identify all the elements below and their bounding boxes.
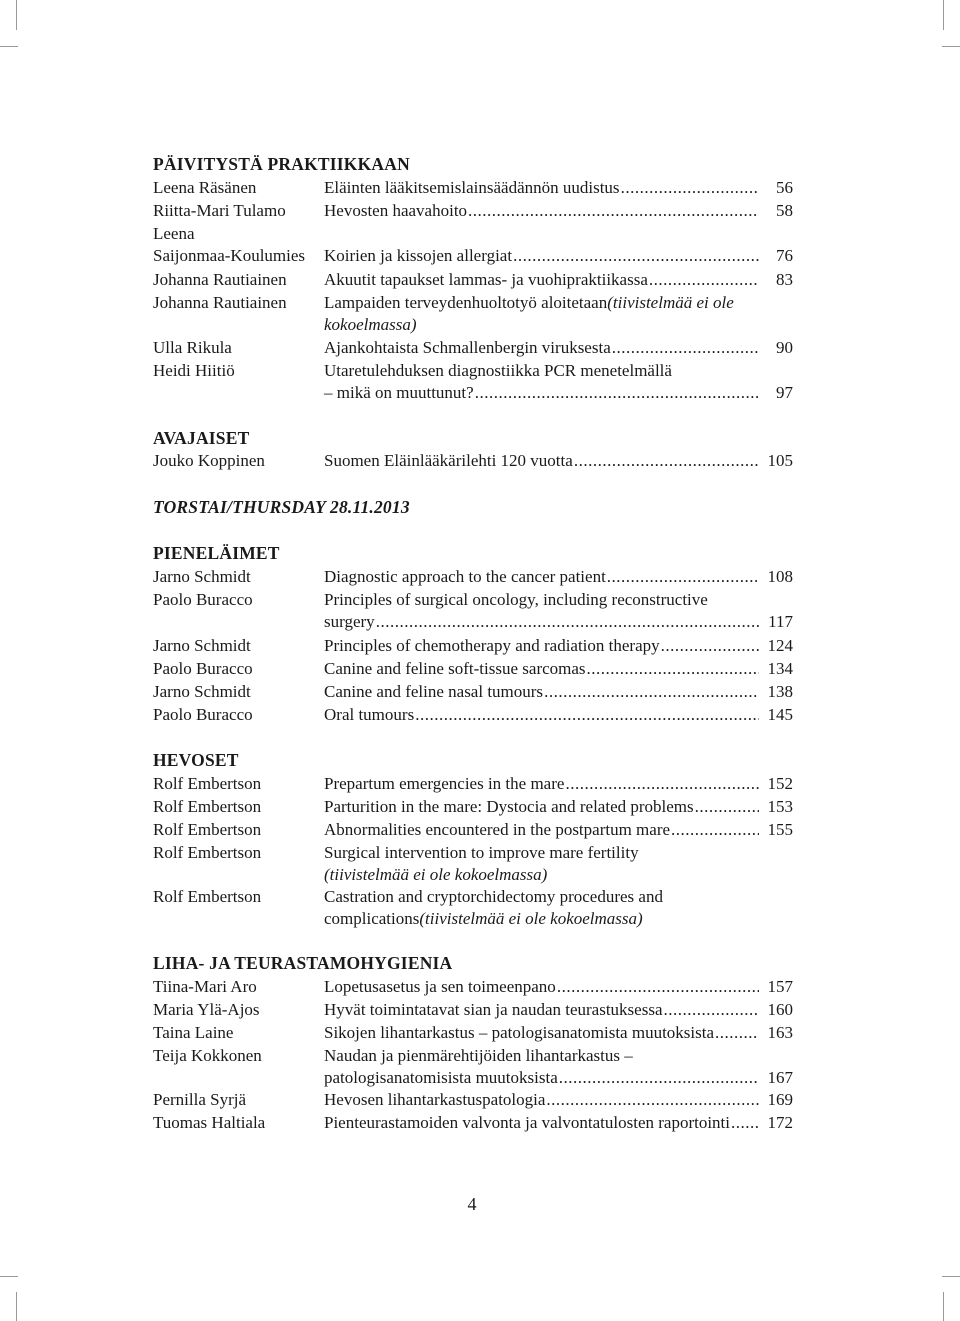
entry-title: Canine and feline nasal tumours: [324, 682, 544, 701]
entry-page: 90: [776, 338, 793, 357]
crop-mark: [942, 1276, 960, 1277]
entry-page: 138: [767, 682, 793, 701]
entry-title-line: [324, 223, 793, 245]
entry-title: Parturition in the mare: Dystocia and related problems: [324, 797, 694, 816]
dot-leader: [559, 1067, 759, 1089]
entry-author: Rolf Embertson: [153, 797, 262, 816]
entry-title: Suomen Eläinlääkärilehti 120 vuotta: [324, 451, 573, 470]
entry-author: Paolo Buracco: [153, 705, 253, 724]
dot-leader: [695, 796, 759, 818]
entry-title: Utaretulehduksen diagnostiikka PCR menetelmällä: [324, 361, 672, 380]
entry-author: Jarno Schmidt: [153, 682, 251, 701]
toc-entry: [153, 999, 793, 1021]
entry-title-line: [324, 908, 793, 930]
entry-note: kokoelmassa): [324, 315, 417, 334]
crop-mark: [0, 46, 18, 47]
entry-author: Tiina-Mari Aro: [153, 977, 257, 996]
entry-page: 97: [776, 383, 793, 402]
toc-entry: [153, 566, 793, 588]
toc-entry: [153, 177, 793, 199]
entry-title: Hevosen lihantarkastuspatologia: [324, 1090, 546, 1109]
entry-author: Jarno Schmidt: [153, 567, 251, 586]
entry-page: 155: [767, 820, 793, 839]
toc-entry: [153, 450, 793, 472]
entry-author: Taina Laine: [153, 1023, 234, 1042]
entry-page: 105: [767, 451, 793, 470]
entry-page: 124: [767, 636, 793, 655]
entry-note: (tiivistelmää ei ole: [607, 293, 734, 312]
entry-title-line: [324, 382, 793, 404]
toc-entry: [153, 360, 793, 404]
entry-author: Tuomas Haltiala: [153, 1113, 266, 1132]
crop-mark: [943, 1292, 944, 1321]
entry-author: Riitta-Mari Tulamo: [153, 201, 286, 220]
toc-entry: [153, 773, 793, 795]
section-heading: PÄIVITYSTÄ PRAKTIIKKAAN: [153, 154, 410, 174]
dot-leader: [661, 635, 759, 657]
entry-title-line: [324, 976, 793, 998]
entry-page: 153: [767, 797, 793, 816]
entry-author: Leena Saijonmaa-Koulumies: [153, 224, 306, 265]
toc-entry: [153, 1089, 793, 1111]
toc-entry: [153, 886, 793, 930]
entry-author: Heidi Hiitiö: [153, 361, 235, 380]
entry-author: Jouko Koppinen: [153, 451, 265, 470]
dot-leader: [468, 200, 759, 222]
toc-entry: [153, 976, 793, 998]
dot-leader: [557, 976, 759, 998]
entry-page: 134: [767, 659, 793, 678]
entry-title-line: [324, 635, 793, 657]
entry-page: 152: [767, 774, 793, 793]
entry-page: 108: [767, 567, 793, 586]
toc-entry: [153, 1022, 793, 1044]
toc-entry: [153, 269, 793, 291]
toc-entry: [153, 704, 793, 726]
crop-mark: [943, 0, 944, 30]
entry-title: complications: [324, 909, 420, 928]
entry-author: Paolo Buracco: [153, 590, 253, 609]
entry-title: Naudan ja pienmärehtijöiden lihantarkastus –: [324, 1046, 633, 1065]
toc-entry: [153, 1112, 793, 1134]
toc-entry: [153, 658, 793, 680]
entry-title-line: [324, 177, 793, 199]
entry-page: 58: [776, 201, 793, 220]
entry-page: 167: [767, 1068, 793, 1087]
dot-leader: [612, 337, 759, 359]
entry-author: Jarno Schmidt: [153, 636, 251, 655]
entry-author: Ulla Rikula: [153, 338, 232, 357]
entry-title: Diagnostic approach to the cancer patient: [324, 567, 606, 586]
entry-author: Johanna Rautiainen: [153, 293, 287, 312]
entry-title: – mikä on muuttunut?: [324, 383, 474, 402]
toc-entry: [153, 1045, 793, 1089]
entry-page: 172: [767, 1113, 793, 1132]
entry-author: Rolf Embertson: [153, 820, 262, 839]
entry-title-line: [324, 589, 793, 611]
entry-title: Eläinten lääkitsemislainsäädännön uudistus: [324, 178, 620, 197]
entry-title-line: [324, 886, 793, 908]
entry-title-line: [324, 245, 793, 267]
entry-title-line: [324, 796, 793, 818]
entry-title-line: [324, 450, 793, 472]
entry-title-line: [324, 704, 793, 726]
entry-title: Hyvät toimintatavat sian ja naudan teurastuksessa: [324, 1000, 663, 1019]
dot-leader: [607, 566, 759, 588]
entry-title: Lampaiden terveydenhuoltotyö aloitetaan: [324, 293, 608, 312]
entry-title: Ajankohtaista Schmallenbergin viruksesta: [324, 338, 611, 357]
toc-entry: [153, 292, 793, 336]
entry-title-line: [324, 819, 793, 841]
entry-title-line: [324, 658, 793, 680]
dot-leader: [546, 1089, 759, 1111]
entry-page: 160: [767, 1000, 793, 1019]
entry-title-line: [324, 842, 793, 864]
entry-title: Surgical intervention to improve mare fertility: [324, 843, 639, 862]
entry-title-line: [324, 611, 793, 633]
entry-title-line: [324, 269, 793, 291]
entry-title-line: [324, 360, 793, 382]
entry-title: surgery: [324, 612, 375, 631]
entry-title: Akuutit tapaukset lammas- ja vuohipraktiikassa: [324, 270, 648, 289]
entry-title: Pienteurastamoiden valvonta ja valvontatulosten raportointi: [324, 1113, 731, 1132]
dot-leader: [664, 999, 760, 1021]
crop-mark: [942, 46, 960, 47]
crop-mark: [0, 1276, 18, 1277]
dot-leader: [671, 819, 759, 841]
dot-leader: [715, 1022, 759, 1044]
toc-entry: [153, 681, 793, 703]
page-number: 4: [467, 1194, 477, 1214]
entry-page: 145: [767, 705, 793, 724]
toc-entry: [153, 635, 793, 657]
dot-leader: [544, 681, 759, 703]
dot-leader: [376, 611, 759, 633]
entry-title-line: [324, 1067, 793, 1089]
section-heading: LIHA- JA TEURASTAMOHYGIENIA: [153, 953, 453, 973]
entry-title-line: [324, 999, 793, 1021]
toc-entry: [153, 337, 793, 359]
entry-page: 83: [776, 270, 793, 289]
section-heading: TORSTAI/THURSDAY 28.11.2013: [153, 497, 410, 517]
entry-title-line: [324, 292, 793, 314]
entry-author: Rolf Embertson: [153, 887, 262, 906]
entry-page: 163: [767, 1023, 793, 1042]
entry-title: Abnormalities encountered in the postpartum mare: [324, 820, 671, 839]
entry-title-line: [324, 773, 793, 795]
entry-title-line: [324, 1022, 793, 1044]
entry-title-line: [324, 200, 793, 222]
entry-title: patologisanatomisista muutoksista: [324, 1068, 558, 1087]
entry-author: Maria Ylä-Ajos: [153, 1000, 260, 1019]
entry-title: Oral tumours: [324, 705, 415, 724]
entry-page: 56: [776, 178, 793, 197]
toc-entry: [153, 223, 793, 267]
entry-author: Rolf Embertson: [153, 843, 262, 862]
entry-page: 76: [776, 246, 793, 265]
section-heading: HEVOSET: [153, 750, 239, 770]
entry-title-line: [324, 314, 793, 336]
entry-page: 117: [768, 612, 793, 631]
toc-entry: [153, 796, 793, 818]
entry-author: Johanna Rautiainen: [153, 270, 287, 289]
entry-author: Pernilla Syrjä: [153, 1090, 247, 1109]
dot-leader: [415, 704, 759, 726]
entry-title-line: [324, 1089, 793, 1111]
entry-author: Rolf Embertson: [153, 774, 262, 793]
dot-leader: [587, 658, 759, 680]
entry-author: Leena Räsänen: [153, 178, 257, 197]
entry-title-line: [324, 566, 793, 588]
entry-title: Principles of surgical oncology, including reconstructive: [324, 590, 708, 609]
dot-leader: [574, 450, 759, 472]
entry-note: (tiivistelmää ei ole kokoelmassa): [324, 865, 548, 884]
entry-title: Sikojen lihantarkastus – patologisanatomista muutoksista: [324, 1023, 715, 1042]
entry-title: Lopetusasetus ja sen toimeenpano: [324, 977, 556, 996]
crop-mark: [16, 0, 17, 30]
section-heading: AVAJAISET: [153, 428, 250, 448]
entry-title: Hevosten haavahoito: [324, 201, 468, 220]
dot-leader: [649, 269, 759, 291]
entry-title: Principles of chemotherapy and radiation therapy: [324, 636, 660, 655]
entry-note: (tiivistelmää ei ole kokoelmassa): [419, 909, 643, 928]
entry-title-line: [324, 681, 793, 703]
dot-leader: [513, 245, 759, 267]
toc-entry: [153, 200, 793, 222]
entry-title: Prepartum emergencies in the mare: [324, 774, 565, 793]
entry-title-line: [324, 1112, 793, 1134]
entry-page: 169: [767, 1090, 793, 1109]
entry-author: Teija Kokkonen: [153, 1046, 262, 1065]
crop-mark: [16, 1292, 17, 1321]
entry-title: Castration and cryptorchidectomy procedures and: [324, 887, 663, 906]
toc-entry: [153, 819, 793, 841]
entry-author: Paolo Buracco: [153, 659, 253, 678]
dot-leader: [475, 382, 759, 404]
entry-page: 157: [767, 977, 793, 996]
entry-title-line: [324, 337, 793, 359]
toc-entry: [153, 589, 793, 633]
entry-title: Koirien ja kissojen allergiat: [324, 246, 513, 265]
entry-title-line: [324, 1045, 793, 1067]
entry-title-line: [324, 864, 793, 886]
entry-title: Canine and feline soft-tissue sarcomas: [324, 659, 586, 678]
dot-leader: [621, 177, 759, 199]
dot-leader: [731, 1112, 759, 1134]
toc-entry: [153, 842, 793, 886]
section-heading: PIENELÄIMET: [153, 543, 280, 563]
dot-leader: [565, 773, 759, 795]
